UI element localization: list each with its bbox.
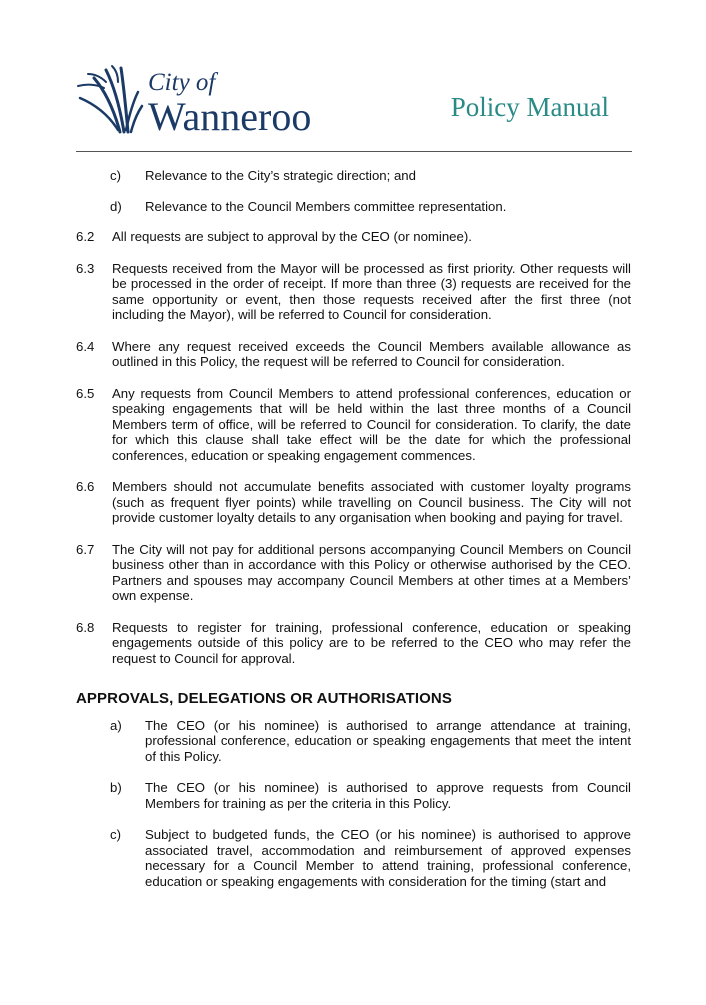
list-item-d xyxy=(76,199,631,215)
clause-6-7 xyxy=(76,542,631,604)
clause-text: Where any request received exceeds the Council Members available allowance as outlined in this Policy, the request will be referred to Council for consideration. xyxy=(112,338,631,369)
page-header xyxy=(0,0,706,155)
clause-number: 6.2 xyxy=(76,229,95,244)
approval-item-b xyxy=(76,780,631,811)
clause-6-6 xyxy=(76,479,631,526)
clause-text: Members should not accumulate benefits associated with customer loyalty programs (such as frequent flyer points) while travelling on Council business. The City will not provide customer loyalty details to any organisation when booking and paying for travel. xyxy=(112,479,631,525)
section-heading-approvals: APPROVALS, DELEGATIONS OR AUTHORISATIONS xyxy=(76,690,452,707)
item-text: Relevance to the Council Members committee representation. xyxy=(145,198,507,214)
clause-text: Requests received from the Mayor will be processed as first priority. Other requests will be processed in the order of receipt. If more than three (3) requests are received for the same opportunity or event, then those requests received after the first three (not including the Mayor), will be referred to Council for consideration. xyxy=(112,260,631,322)
clause-number: 6.3 xyxy=(76,260,95,276)
clause-6-2 xyxy=(76,229,631,245)
clause-text: All requests are subject to approval by the CEO (or nominee). xyxy=(112,229,472,244)
item-text: The CEO (or his nominee) is authorised to approve requests from Council Members for training as per the criteria in this Policy. xyxy=(145,780,631,811)
clause-number: 6.8 xyxy=(76,619,95,635)
item-text: Subject to budgeted funds, the CEO (or his nominee) is authorised to approve associated travel, accommodation and reimbursement of approved expenses necessary for a Council Member to attend training, professional conference, education or speaking engagements with consideration for the timing (start and xyxy=(145,827,631,889)
city-of-wanneroo-logo xyxy=(76,62,326,137)
list-item-c xyxy=(76,168,631,184)
clause-number: 6.5 xyxy=(76,385,95,401)
clause-number: 6.6 xyxy=(76,479,95,494)
item-text: Relevance to the City’s strategic direction; and xyxy=(145,168,416,183)
logo-line-1: City of xyxy=(148,69,216,96)
approval-item-c xyxy=(76,827,631,889)
clause-number: 6.7 xyxy=(76,541,95,557)
clause-text: Requests to register for training, professional conference, education or speaking engagements outside of this policy are to be referred to the CEO who may refer the request to Council for approval. xyxy=(112,619,631,666)
clause-6-4 xyxy=(76,339,631,370)
clause-number: 6.4 xyxy=(76,338,95,354)
item-number: d) xyxy=(110,198,122,214)
header-divider xyxy=(76,151,632,152)
policy-manual-title: Policy Manual xyxy=(450,92,609,122)
logo-line-2: Wanneroo xyxy=(148,94,312,137)
document-body xyxy=(76,168,631,889)
clause-6-5 xyxy=(76,386,631,464)
item-number: c) xyxy=(110,827,121,842)
clause-text: The City will not pay for additional persons accompanying Council Members on Council business other than in accordance with this Policy or otherwise authorised by the CEO. Partners and spouses may accompany Council Members at other times at a Members’ own expense. xyxy=(112,541,631,603)
clause-text: Any requests from Council Members to attend professional conferences, education or speaking engagements that will be held within the last three months of a Council Members term of office, will be referred to Council for consideration. To clarify, the date for which this clause shall take effect will be the date for which the professional conferences, education or speaking engagement commences. xyxy=(112,385,631,463)
clause-6-3 xyxy=(76,261,631,323)
item-number: a) xyxy=(110,717,122,733)
item-number: b) xyxy=(110,780,122,795)
clause-6-8 xyxy=(76,620,631,667)
item-text: The CEO (or his nominee) is authorised to arrange attendance at training, professional conference, education or speaking engagements that meet the intent of this Policy. xyxy=(145,717,631,764)
approval-item-a xyxy=(76,718,631,765)
banksia-emblem-icon xyxy=(78,66,142,132)
item-number: c) xyxy=(110,168,121,183)
